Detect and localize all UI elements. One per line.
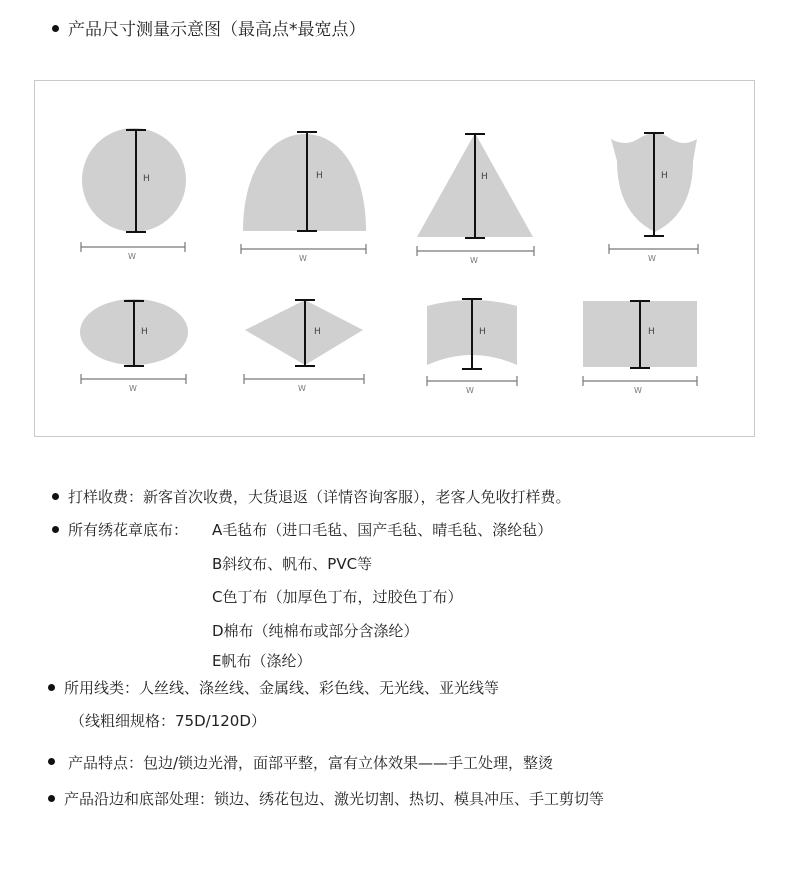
page-title: 产品尺寸测量示意图（最高点*最宽点） [68, 20, 366, 40]
product-features-text: 产品特点：包边/锁边光滑，面部平整，富有立体效果——手工处理，整烫 [68, 754, 554, 772]
height-label: H [316, 171, 323, 181]
measurement-diagram [34, 80, 755, 437]
width-label: W [299, 254, 307, 263]
bullet [52, 493, 59, 500]
thread-spec-text: （线粗细规格：75D/120D） [70, 712, 266, 730]
height-label: H [143, 174, 150, 184]
shape-circle [82, 128, 186, 232]
fabric-option: A毛毡布（进口毛毡、国产毛毡、晴毛毡、涤纶毡） [212, 521, 553, 539]
bullet [48, 758, 55, 765]
bullet [52, 526, 59, 533]
width-label: W [129, 384, 137, 393]
height-label: H [648, 327, 655, 337]
height-label: H [479, 327, 486, 337]
fabric-option: E帆布（涤纶） [212, 652, 312, 670]
width-label: W [298, 384, 306, 393]
width-label: W [128, 252, 136, 261]
width-label: W [466, 386, 474, 395]
height-label: H [314, 327, 321, 337]
bullet [48, 795, 55, 802]
fabric-label: 所有绣花章底布： [68, 521, 189, 539]
fabric-option: B斜纹布、帆布、PVC等 [212, 555, 373, 573]
sampling-fee-text: 打样收费：新客首次收费，大货退返（详情咨询客服），老客人免收打样费。 [68, 488, 571, 506]
diagram-svg [35, 81, 756, 438]
edge-treatment-text: 产品沿边和底部处理：锁边、绣花包边、激光切割、热切、模具冲压、手工剪切等 [64, 790, 605, 808]
height-label: H [661, 171, 668, 181]
bullet [48, 684, 55, 691]
height-label: H [481, 172, 488, 182]
thread-types-text: 所用线类：人丝线、涤丝线、金属线、彩色线、无光线、亚光线等 [64, 679, 500, 697]
fabric-option: C色丁布（加厚色丁布，过胶色丁布） [212, 588, 463, 606]
height-label: H [141, 327, 148, 337]
shape-arch [243, 134, 366, 231]
width-label: W [648, 254, 656, 263]
heading-bullet [52, 25, 59, 32]
width-label: W [634, 386, 642, 395]
width-label: W [470, 256, 478, 265]
fabric-option: D棉布（纯棉布或部分含涤纶） [212, 622, 419, 640]
